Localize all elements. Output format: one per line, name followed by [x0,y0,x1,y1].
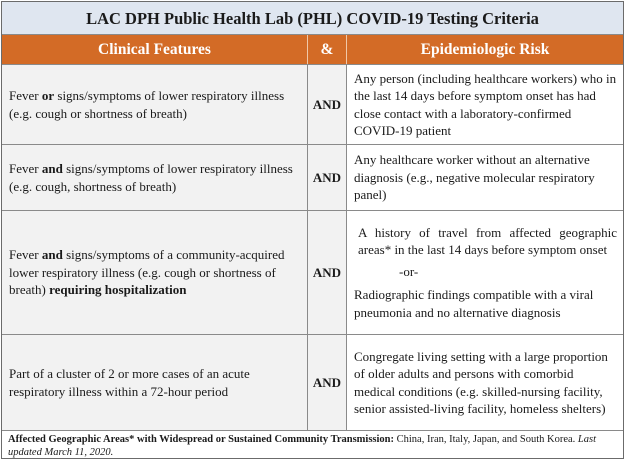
clinical-cell [2,145,307,210]
table-row [2,210,623,334]
footnote-heading: Affected Geographic Areas* with Widespread or Sustained Community Transmission: [8,434,394,445]
clinical-text [9,246,301,299]
clinical-text [9,87,301,122]
epi-option-travel: A history of travel from affected geographic areas* in the last 14 days before symptom onset [358,224,617,258]
table-row [2,334,623,430]
epi-text [354,224,617,322]
connector-cell: AND [307,145,347,210]
epi-cell [347,335,623,430]
clinical-text-part: signs/symptoms of lower respiratory illness (e.g. cough or shortness of breath) [9,88,285,121]
footnote-text: China, Iran, Italy, Japan, and South Korea. [394,434,578,445]
epi-text: Any healthcare worker without an alternative diagnosis (e.g., negative molecular respiratory panel) [354,152,595,203]
epi-or-separator: -or- [399,263,419,279]
header-connector: & [307,35,347,64]
clinical-text-part: signs/symptoms of lower respiratory illness (e.g. cough, shortness of breath) [9,161,293,194]
connector-cell: AND [307,335,347,430]
clinical-text-part: Fever [9,88,42,103]
clinical-text-part: Fever [9,247,42,263]
clinical-text-part: Fever [9,161,42,176]
epi-cell [347,65,623,144]
table-row [2,64,623,144]
epi-option-radiographic: Radiographic findings compatible with a viral pneumonia and no alternative diagnosis [354,287,594,320]
header-clinical-features: Clinical Features [2,35,307,64]
clinical-cell [2,211,307,334]
last-updated: Last updated March 11, 2020. [8,434,596,458]
epi-cell [347,211,623,334]
clinical-text [9,160,301,195]
connector-cell: AND [307,65,347,144]
clinical-cell [2,65,307,144]
epi-text: Congregate living setting with a large proportion of older adults and persons with comorbid medical conditions (e.g. skilled-nursing facility, senior assisted-living facility, homeless shelters) [354,348,608,416]
clinical-text: Part of a cluster of 2 or more cases of an acute respiratory illness within a 72-hour period [9,366,250,399]
epi-cell [347,145,623,210]
clinical-text-part: signs/symptoms of a community-acquired lower respiratory illness (e.g. cough or shortness of breath) [9,247,285,298]
table-row [2,144,623,210]
clinical-keyword: or [41,88,55,103]
connector-cell: AND [307,211,347,334]
table-title: LAC DPH Public Health Lab (PHL) COVID-19 Testing Criteria [2,2,623,35]
clinical-cell [2,335,307,430]
header-epidemiologic-risk: Epidemiologic Risk [347,35,623,64]
clinical-keyword: requiring hospitalization [49,282,187,298]
table-footnote [2,430,623,459]
criteria-table [1,1,624,459]
clinical-keyword: and [41,247,63,263]
clinical-keyword: and [41,161,63,176]
epi-text: Any person (including healthcare workers) who in the last 14 days before symptom onset has had close contact with a laboratory-confirmed COVID-19 patient [354,70,617,138]
